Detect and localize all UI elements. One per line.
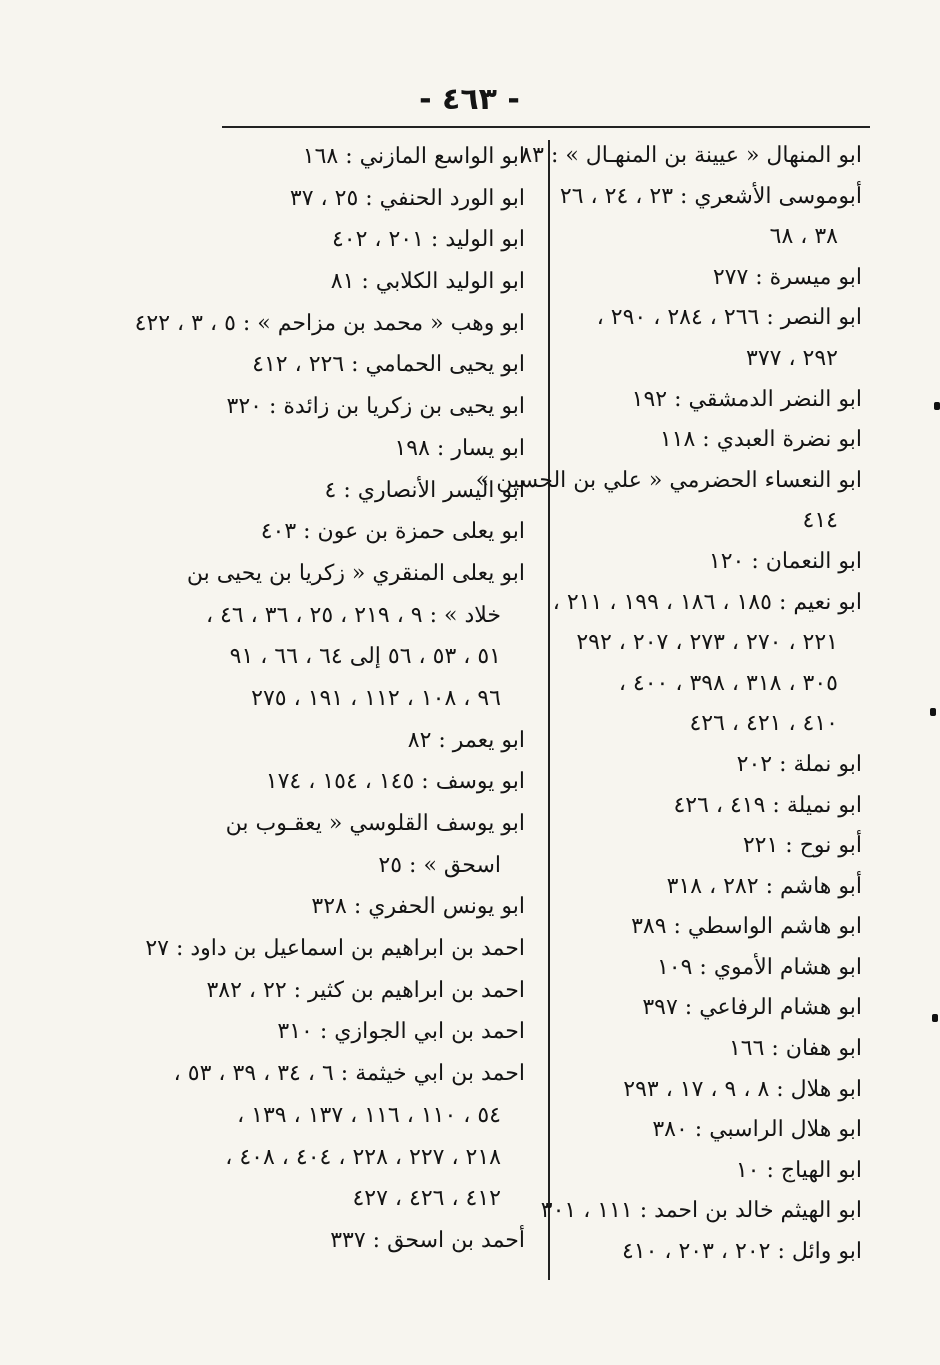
index-entry-line: ٩٦ ، ١٠٨ ، ١١٢ ، ١٩١ ، ٢٧٥ <box>251 685 501 711</box>
index-entry-line: ابو الواسع المازني : ١٦٨ <box>302 144 525 169</box>
index-entry-line: ابو اليسر الأنصاري : ٤ <box>324 477 525 503</box>
index-entry-line: أحمد بن اسحق : ٣٣٧ <box>330 1227 525 1253</box>
index-entry-line: ابو النعساء الحضرمي « علي بن الحسين » <box>475 467 862 493</box>
index-entry-line: ابو يسار : ١٩٨ <box>394 435 525 461</box>
index-entry-line: ابو هفان : ١٦٦ <box>728 1036 862 1062</box>
index-entry-line: ٣٨ ، ٦٨ <box>769 224 838 250</box>
index-entry-line: ابو الهياج : ١٠ <box>735 1157 862 1183</box>
index-entry-line: ابو يوسف : ١٤٥ ، ١٥٤ ، ١٧٤ <box>265 769 525 795</box>
page-number: - ٤٦٣ - <box>419 82 520 117</box>
index-entry-line: ابو نميلة : ٤١٩ ، ٤٢٦ <box>673 792 862 818</box>
index-entry-line: ابو وائل : ٢٠٢ ، ٢٠٣ ، ٤١٠ <box>621 1239 862 1265</box>
index-entry-line: ٤١٢ ، ٤٢٦ ، ٤٢٧ <box>352 1186 501 1212</box>
index-column-right <box>475 136 862 1273</box>
index-entry-line: ٣٠٥ ، ٣١٨ ، ٣٩٨ ، ٤٠٠ ، <box>618 670 838 696</box>
index-entry-line: ابو نضرة العبدي : ١١٨ <box>659 427 862 453</box>
margin-mark <box>932 1014 938 1022</box>
index-entry-line: ابو يعلى حمزة بن عون : ٤٠٣ <box>260 519 525 545</box>
index-entry-line: ٤١٠ ، ٤٢١ ، ٤٢٦ <box>689 711 838 737</box>
index-entry-line: ابو يونس الحفري : ٣٢٨ <box>311 894 525 920</box>
index-entry-line: ابو يحيى بن زكريا بن زائدة : ٣٢٠ <box>226 394 525 420</box>
index-entry-line: ابو الهيثم خالد بن احمد : ١١١ ، ٣٠١ <box>540 1198 862 1224</box>
index-entry-line: ٢١٨ ، ٢٢٧ ، ٢٢٨ ، ٤٠٤ ، ٤٠٨ ، <box>225 1144 501 1170</box>
index-entry-line: ابو الوليد : ٢٠١ ، ٤٠٢ <box>331 227 525 253</box>
index-column-left <box>134 136 525 1262</box>
index-entry-line: ابو يحيى الحمامي : ٢٢٦ ، ٤١٢ <box>252 352 525 378</box>
index-entry-line: احمد بن ابراهيم بن اسماعيل بن داود : ٢٧ <box>145 936 525 962</box>
index-entry-line: ابو وهب « محمد بن مزاحم » : ٥ ، ٣ ، ٤٢٢ <box>134 310 525 336</box>
index-entry-line: ابو الوليد الكلابي : ٨١ <box>330 269 525 295</box>
index-entry-line: أبوموسى الأشعري : ٢٣ ، ٢٤ ، ٢٦ <box>559 183 862 209</box>
index-entry-line: ٥١ ، ٥٣ ، ٥٦ إلى ٦٤ ، ٦٦ ، ٩١ <box>229 644 501 670</box>
index-entry-line: ابو هاشم الواسطي : ٣٨٩ <box>631 914 862 940</box>
index-entry-line: احمد بن ابي خيثمة : ٦ ، ٣٤ ، ٣٩ ، ٥٣ ، <box>173 1061 525 1087</box>
index-entry-line: ابو النضر الدمشقي : ١٩٢ <box>631 386 862 412</box>
index-entry-line: ابو النصر : ٢٦٦ ، ٢٨٤ ، ٢٩٠ ، <box>596 305 862 331</box>
index-entry-line: ابو يوسف القلوسي « يعقـوب بن <box>225 811 525 836</box>
index-entry-line: ابو نملة : ٢٠٢ <box>736 751 862 777</box>
column-divider <box>548 140 550 1280</box>
margin-mark <box>934 402 940 410</box>
index-entry-line: ٤١٤ <box>802 508 838 534</box>
index-entry-line: ابو نعيم : ١٨٥ ، ١٨٦ ، ١٩٩ ، ٢١١ ، <box>552 589 862 615</box>
index-entry-line: أبو هاشم : ٢٨٢ ، ٣١٨ <box>666 873 862 899</box>
index-entry-line: ابو هلال الراسبي : ٣٨٠ <box>652 1117 862 1143</box>
index-entry-line: اسحق » : ٢٥ <box>378 852 501 878</box>
index-entry-line: ابو هشام الرفاعي : ٣٩٧ <box>642 995 862 1021</box>
index-entry-line: ابو المنهال « عيينة بن المنهـال » : ٨٣ <box>520 143 862 168</box>
header-rule <box>222 126 870 128</box>
index-entry-line: ابو يعلى المنقري « زكريا بن يحيى بن <box>186 560 525 586</box>
index-entry-line: احمد بن ابراهيم بن كثير : ٢٢ ، ٣٨٢ <box>206 977 525 1003</box>
margin-mark <box>930 708 936 716</box>
index-entry-line: ابو هشام الأموي : ١٠٩ <box>656 954 862 980</box>
index-entry-line: ابو الورد الحنفي : ٢٥ ، ٣٧ <box>289 185 525 211</box>
index-entry-line: أبو نوح : ٢٢١ <box>742 833 862 859</box>
index-entry-line: خلاد » : ٩ ، ٢١٩ ، ٢٥ ، ٣٦ ، ٤٦ ، <box>205 602 501 628</box>
index-entry-line: ٢٢١ ، ٢٧٠ ، ٢٧٣ ، ٢٠٧ ، ٢٩٢ <box>576 630 838 656</box>
index-entry-line: ابو النعمان : ١٢٠ <box>708 548 862 574</box>
index-entry-line: ٢٩٢ ، ٣٧٧ <box>746 345 838 371</box>
index-entry-line: ابو يعمر : ٨٢ <box>407 727 525 753</box>
index-entry-line: ٥٤ ، ١١٠ ، ١١٦ ، ١٣٧ ، ١٣٩ ، <box>237 1102 501 1128</box>
index-entry-line: احمد بن ابي الجوازي : ٣١٠ <box>277 1019 525 1045</box>
index-entry-line: ابو ميسرة : ٢٧٧ <box>712 264 862 290</box>
index-entry-line: ابو هلال : ٨ ، ٩ ، ١٧ ، ٢٩٣ <box>623 1076 862 1102</box>
